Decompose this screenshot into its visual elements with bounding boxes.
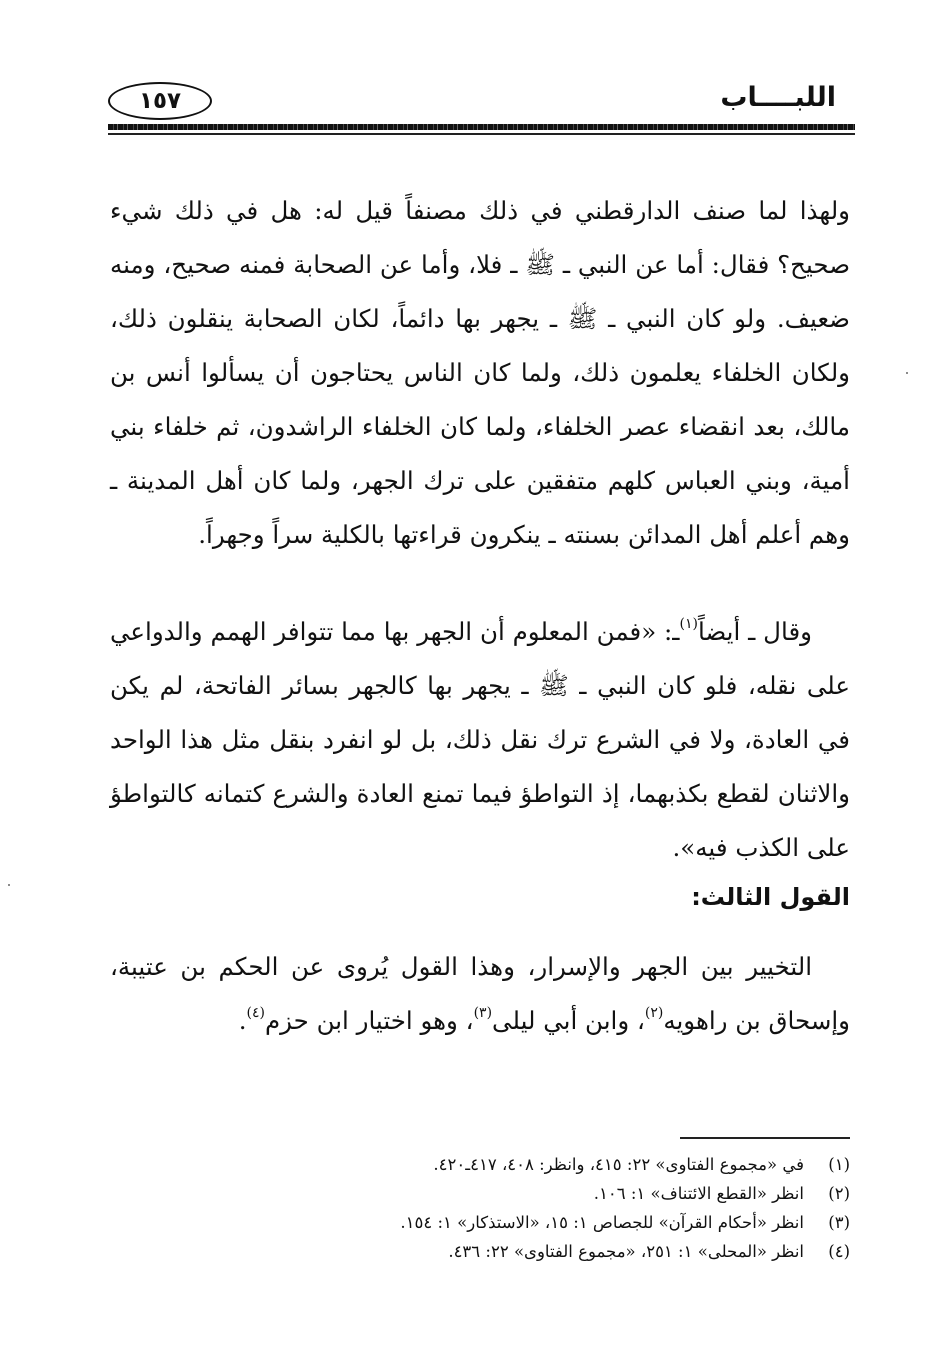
body-block-1 — [110, 184, 850, 562]
page-number: ١٥٧ — [138, 87, 182, 114]
footnote-2 — [290, 1179, 850, 1208]
running-title: اللبــــاب — [720, 82, 836, 113]
footnote-text: انظر «المحلى» ١: ٢٥١، «مجموع الفتاوى» ٢٢: ٤٣٦. — [448, 1242, 804, 1261]
footnote-ref-1[interactable]: (١) — [679, 616, 698, 632]
paragraph-3-part3: ، وهو اختيار ابن حزم — [264, 1006, 474, 1035]
header-rule — [108, 124, 855, 130]
scan-speck — [8, 884, 10, 886]
footnote-number: (٤) — [828, 1242, 850, 1261]
page-number-badge — [108, 82, 212, 120]
footnote-text: انظر «القطع الائتناف» ١: ١٠٦. — [593, 1184, 804, 1203]
footnote-text: في «مجموع الفتاوى» ٢٢: ٤١٥، وانظر: ٤٠٨، ٤١٧ـ٤٢٠. — [433, 1155, 804, 1174]
footnotes — [290, 1150, 850, 1266]
footnote-separator — [680, 1137, 850, 1139]
footnote-ref-2[interactable]: (٢) — [644, 1005, 664, 1021]
footnote-ref-4[interactable]: (٤) — [246, 1005, 265, 1021]
footnote-text: انظر «أحكام القرآن» للجصاص ١: ١٥، «الاستذكار» ١: ١٥٤. — [400, 1213, 804, 1232]
body-block-3 — [110, 940, 850, 1048]
paragraph-3-part2: ، وابن أبي ليلى — [492, 1006, 645, 1035]
body-block-2 — [110, 605, 850, 875]
paragraph-2-start: وقال ـ أيضاً — [697, 617, 812, 646]
paragraph-3-part1: التخيير بين الجهر والإسرار، وهذا القول يُروى عن الحكم بن عتيبة، وإسحاق بن راهويه — [110, 952, 850, 1035]
paragraph-2-quote: ـ: «فمن المعلوم أن الجهر بها مما تتوافر الهمم والدواعي على نقله، فلو كان النبي ـ ﷺ ـ يجهر بها كالجهر بسائر الفاتحة، لم يكن في العادة، ولا في الشرع ترك نقل ذلك، بل لو انفرد بنقل مثل هذا الواحد والاثنان لقطع بكذبهما، إذ التواطؤ فيما تمنع العادة والشرع كتمانه كالتواطؤ على الكذب فيه». — [110, 617, 850, 862]
header-rule-thin — [108, 133, 855, 135]
paragraph-3 — [110, 940, 850, 1048]
footnote-1 — [290, 1150, 850, 1179]
paragraph-3-part4: . — [238, 1006, 247, 1035]
paragraph-1: ولهذا لما صنف الدارقطني في ذلك مصنفاً قيل له: هل في ذلك شيء صحيح؟ فقال: أما عن النبي ـ ﷺ ـ فلا، وأما عن الصحابة فمنه صحيح، ومنه ضعيف. ولو كان النبي ـ ﷺ ـ يجهر بها دائماً، لكان الصحابة ينقلون ذلك، ولكان الخلفاء يعلمون ذلك، ولما كان الناس يحتاجون أن يسألوا أنس بن مالك، بعد انقضاء عصر الخلفاء، ولما كان الخلفاء الراشدون، ثم خلفاء بني أمية، وبني العباس كلهم متفقين على ترك الجهر، ولما كان أهل المدينة ـ وهم أعلم أهل المدائن بسنته ـ ينكرون قراءتها بالكلية سراً وجهراً. — [110, 196, 850, 549]
paragraph-2 — [110, 605, 850, 875]
footnote-number: (١) — [828, 1155, 850, 1174]
scan-speck — [906, 372, 908, 374]
footnote-ref-3[interactable]: (٣) — [473, 1005, 493, 1021]
footnote-4 — [290, 1237, 850, 1266]
footnote-3 — [290, 1208, 850, 1237]
section-heading: القول الثالث: — [691, 883, 850, 911]
footnote-number: (٣) — [828, 1213, 850, 1232]
footnote-number: (٢) — [828, 1184, 850, 1203]
